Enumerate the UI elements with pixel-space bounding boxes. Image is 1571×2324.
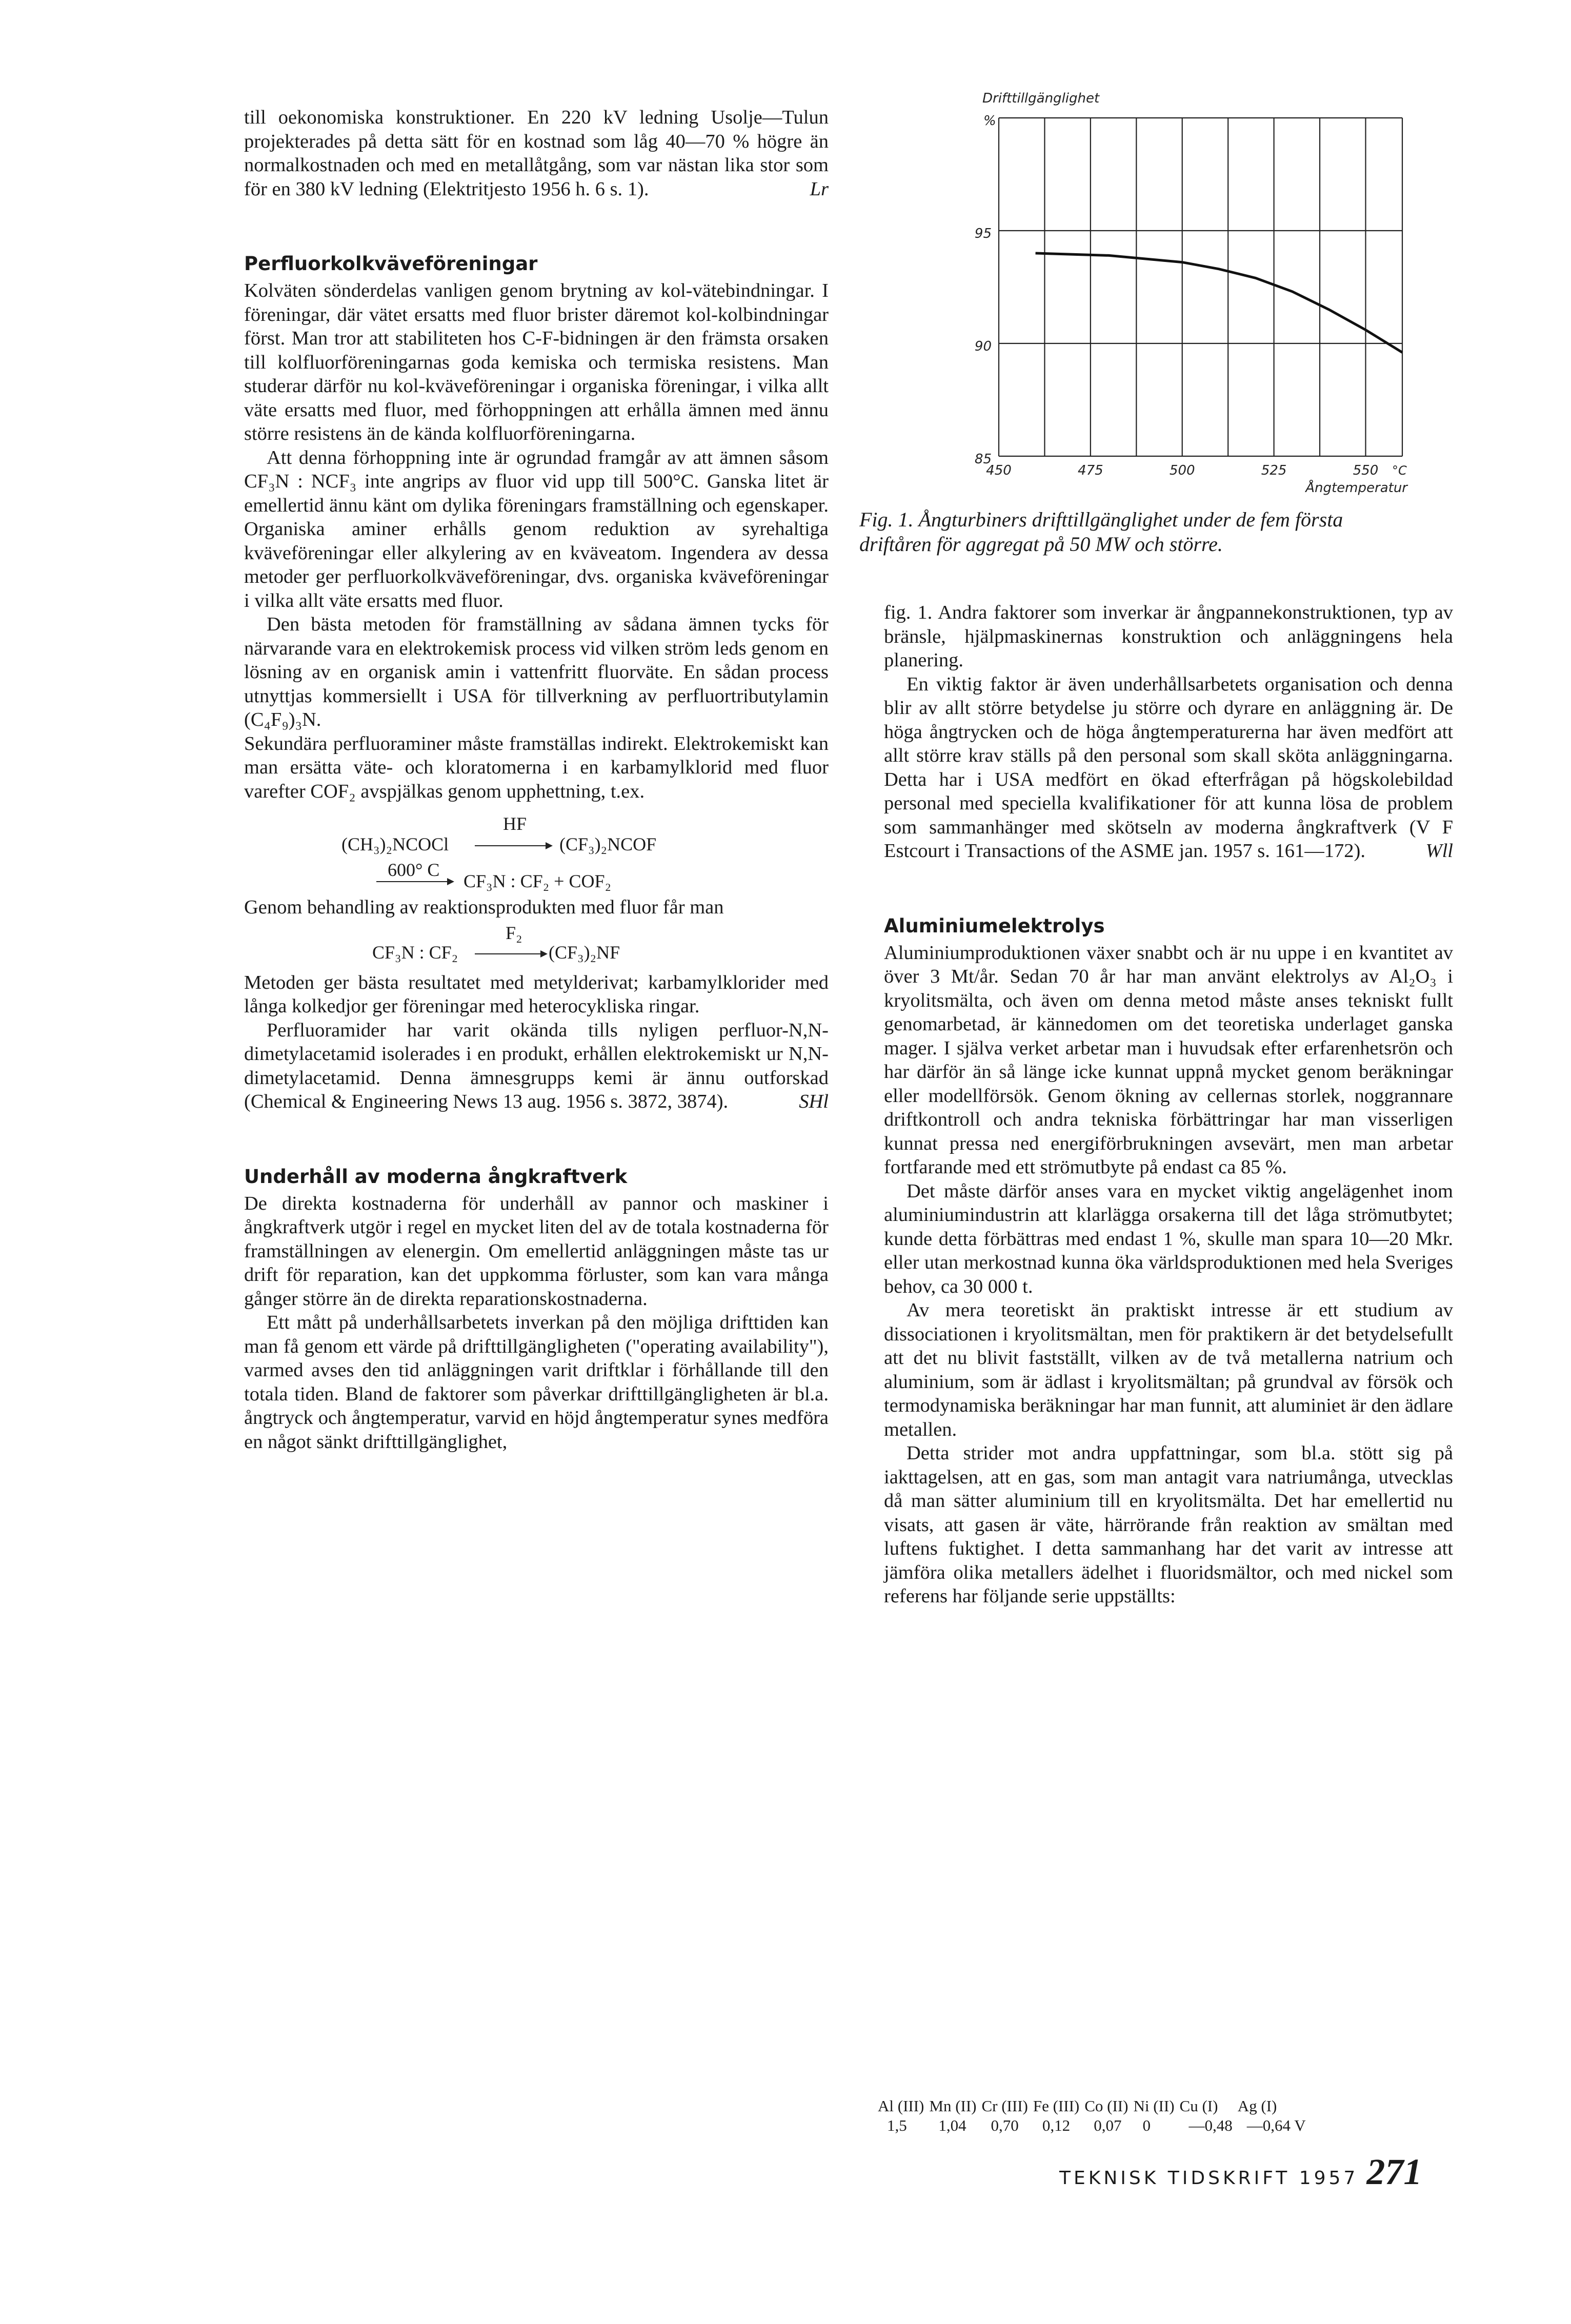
eq2-reactant: CF₃N : CF₂ [372,942,458,963]
author-signature: Lr [810,178,829,200]
paragraph: Detta strider mot andra uppfattningar, som bl.a. stött sig på iakttagelsen, att en gas, som man antagit vara natriumånga, utvecklas då man sätter aluminium till en kryolitsmälta. Det har emellertid nu visats, att gasen är väte, härrörande från reaktion av smältan med luftens fuktighet. I detta sammanhang har det varit av intresse att jämföra olika metallers ädelhet i fluoridsmältor, och med nickel som referens har följande serie uppställts: [884,1442,1453,1607]
page-number: 271 [1366,2151,1422,2192]
paragraph: Sekundära perfluoraminer måste framställas indirekt. Elektrokemiskt kan man ersätta väte- och kloratomerna i en karbamylklorid med fluor varefter COF₂ avspjälkas genom upphettning, t.ex. [244,732,829,802]
paragraph: Kolväten sönderdelas vanligen genom brytning av kol-vätebindningar. I föreningar, där vätet ersatts med fluor brister däremot kol-kolbindningar först. Man tror att stabiliteten hos C-F-bidningen är den främsta orsaken till kolfluorföreningarnas goda kemiska och termiska resistens. Man studerar därför nu kol-kväveföreningar i organiska föreningar, i vilka allt väte ersatts med fluor, med förhoppningen att erhålla ämnen med ännu större resistens än de kända kolfluorföreningarna. [244,280,829,444]
figure-chart [954,82,1415,502]
y-tick-label: 90 [974,339,992,354]
y-axis-label: Drifttillgänglighet [982,91,1100,106]
eq1-product: (CF₃)₂NCOF [559,834,657,854]
author-signature: Wll [1425,840,1453,862]
x-tick-label: 525 [1261,463,1287,478]
ion-value: 0,07 [1094,2116,1122,2134]
x-tick-label: 550 [1353,463,1379,478]
author-signature: SHl [799,1091,829,1112]
ion-label: Cr (III) [981,2097,1028,2115]
paragraph: Av mera teoretiskt än praktiskt intresse är ett studium av dissociationen i kryolitsmältan, men för praktikern är det betydelsefullt att det nu blivit fastställt, vilken av de två metallerna natrium och aluminium, som är ädlast i kryolitsmältan; på grundval av försök och termodynamiska beräkningar har man funnit, att aluminiet är den ädlare metallen. [884,1299,1453,1440]
ion-label: Mn (II) [929,2097,977,2115]
ion-value: 0,12 [1042,2116,1071,2134]
paragraph: Genom behandling av reaktionsprodukten med fluor får man [244,896,724,918]
ion-label: Al (III) [878,2097,924,2115]
eq1-product2: CF₃N : CF₂ + COF₂ [464,871,612,891]
y-axis-unit: % [983,113,996,129]
paragraph: Det måste därför anses vara en mycket viktig angelägenhet inom aluminiumindustrin att klarlägga orsakerna till det låga strömutbytet; kunde detta förbättras med endast 1 %, skulle man spara 10—20 Mkr. eller utan merkostnad kunna öka världsproduktionen med hela Sveriges behov, ca 30 000 t. [884,1180,1453,1297]
ion-label: Ag (I) [1237,2097,1277,2115]
paragraph: Att denna förhoppning inte är ogrundad framgår av att ämnen såsom CF₃N : NCF₃ inte angrips av fluor vid upp till 500°C. Ganska litet är emellertid ännu känt om dylika föreningars framställning och egenskaper. Organiska aminer erhålls genom reduktion av syrehaltiga kväveföreningar eller alkylering av en kväveatom. Ingendera av dessa metoder ger perfluorkolkväveföreningar, dvs. organiska kväveföreningar i vilka allt väte ersatts med fluor. [244,446,829,611]
section-heading-aluminium: Aluminiumelektrolys [884,914,1105,937]
paragraph: Metoden ger bästa resultatet med metylderivat; karbamylklorider med långa kolkedjor ger föreningar med heterocykliska ringar. [244,971,829,1017]
ion-label-row [878,2096,1311,2116]
x-tick-label: 500 [1169,463,1195,478]
ion-label: Ni (II) [1133,2097,1175,2115]
ion-label: Fe (III) [1033,2097,1080,2115]
reaction-equation-1 [244,808,829,891]
paragraph: fig. 1. Andra faktorer som inverkar är ångpannekonstruktionen, typ av bränsle, hjälpmaskinernas konstruktion och anläggningens hela planering. [884,602,1453,671]
ion-value: 0,70 [991,2116,1019,2134]
ion-value: —0,48 [1189,2116,1233,2134]
journal-name: TEKNISK TIDSKRIFT 1957 [1059,2168,1359,2189]
left-column [244,106,829,1454]
reaction-arrow [376,881,453,882]
availability-chart [954,82,1415,502]
intro-paragraph: till oekonomiska konstruktioner. En 220 kV ledning Usolje—Tulun projekterades på detta sätt för en kostnad som låg 40—70 % högre än normalkostnaden och med en metallåtgång, som var nästan lika stor som för en 380 kV ledning (Elektritjesto 1956 h. 6 s. 1). Lr [244,106,829,201]
y-tick-label: 95 [974,226,992,241]
x-axis-label: Ångtemperatur [1305,480,1407,496]
ion-value-row [878,2116,1311,2135]
x-axis-unit: °C [1392,463,1407,478]
page-footer [1059,2151,1422,2193]
eq2-product: (CF₃)₂NF [549,942,620,963]
ion-value: 1,5 [887,2116,907,2134]
eq1-reactant: (CH₃)₂NCOCl [341,834,449,854]
x-tick-label: 450 [986,463,1012,478]
paragraph: En viktig faktor är även underhållsarbetets organisation och denna blir av allt större betydelse ju större och dyrare en anläggning är. De höga ångtrycken och de höga ångtemperaturerna har även medfört att allt större krav ställs på den personal som skall sköta anläggningarna. Detta har i USA medfört en ökad efterfrågan på högskolebildad personal med speciella kvalifikationer för att kunna lösa de problem som sammanhänger med skötseln av moderna ångkraftverk (V F Estcourt i Transactions of the ASME jan. 1957 s. 161—172). Wll [884,672,1453,863]
ion-value: —0,64 V [1246,2116,1306,2134]
paragraph: De direkta kostnaderna för underhåll av pannor och maskiner i ångkraftverk utgör i regel en mycket liten del av de totala kostnaderna för framställningen av elenergin. Om emellertid anläggningen måste tas ur drift för reparation, kan det uppkomma förluster, som kan vara många gånger större än de direkta reparationskostnaderna. [244,1192,829,1310]
paragraph: Perfluoramider har varit okända tills nyligen perfluor-N,N-dimetylacetamid isolerades i en produkt, erhållen elektrokemiskt ur N,N-dimetylacetamid. Denna ämnesgrupps kemi är ännu outforskad (Chemical & Engineering News 13 aug. 1956 s. 3872, 3874). SHl [244,1018,829,1114]
reaction-arrow [475,953,547,954]
eq2-reagent: F₂ [506,922,522,943]
paragraph: Aluminiumproduktionen växer snabbt och är nu uppe i en kvantitet av över 3 Mt/år. Sedan 70 år har man använt elektrolys av Al₂O₃ i kryolitsmälta, och även om denna metod måste anses tekniskt fullt genomarbetad, är kännedomen om det teoretiska underlaget ganska mager. I själva verket arbetar man i huvudsak efter erfarenhetsrön och har därför än så länge icke kunnat uppnå mycket genom beräkningar eller modellförsök. Genom ökning av cellernas storlek, noggrannare driftkontroll och andra tekniska förbättringar har man visserligen kunnat pressa ned energiförbrukningen avsevärt, men man arbetar fortfarande med ett strömutbyte på endast ca 85 %. [884,942,1453,1178]
ion-value: 1,04 [938,2116,966,2134]
paragraph: Ett mått på underhållsarbetets inverkan på den möjliga drifttiden kan man få genom ett värde på drifttillgängligheten ("operating availability"), varmed avses den tid anläggningen varit driftklar i förhållande till den totala tiden. Bland de faktorer som påverkar drifttillgängligheten är bl.a. ångtryck och ångtemperatur, varvid en höjd ångtemperatur synes medföra en något sänkt drifttillgänglighet, [244,1312,829,1453]
ion-label: Co (II) [1084,2097,1129,2115]
eq1-condition: 600° C [388,860,440,880]
y-tick-label: 85 [974,452,992,467]
reaction-equation-2 [244,920,829,971]
reaction-arrow [475,845,552,846]
ion-value: 0 [1142,2116,1151,2134]
x-tick-label: 475 [1078,463,1103,478]
paragraph: Den bästa metoden för framställning av sådana ämnen tycks för närvarande vara en elektrokemisk process vid vilken ström leds genom en lösning av en organisk amin i vattenfritt fluorväte. En sådan process utnyttjas kommersiellt i USA för tillverkning av perfluortributylamin (C₄F₉)₃N. [244,614,829,730]
ion-label: Cu (I) [1179,2097,1218,2115]
right-column [884,601,1453,1608]
section-heading-perfluor: Perfluorkolkväveföreningar [244,253,538,275]
metal-nobility-table [878,2096,1473,2135]
eq1-reagent: HF [503,813,527,834]
section-heading-underhall: Underhåll av moderna ångkraftverk [244,1165,628,1188]
figure-caption: Fig. 1. Ångturbiners drifttillgänglighet under de fem första driftåren för aggregat på 50 MW och större. [859,508,1343,556]
